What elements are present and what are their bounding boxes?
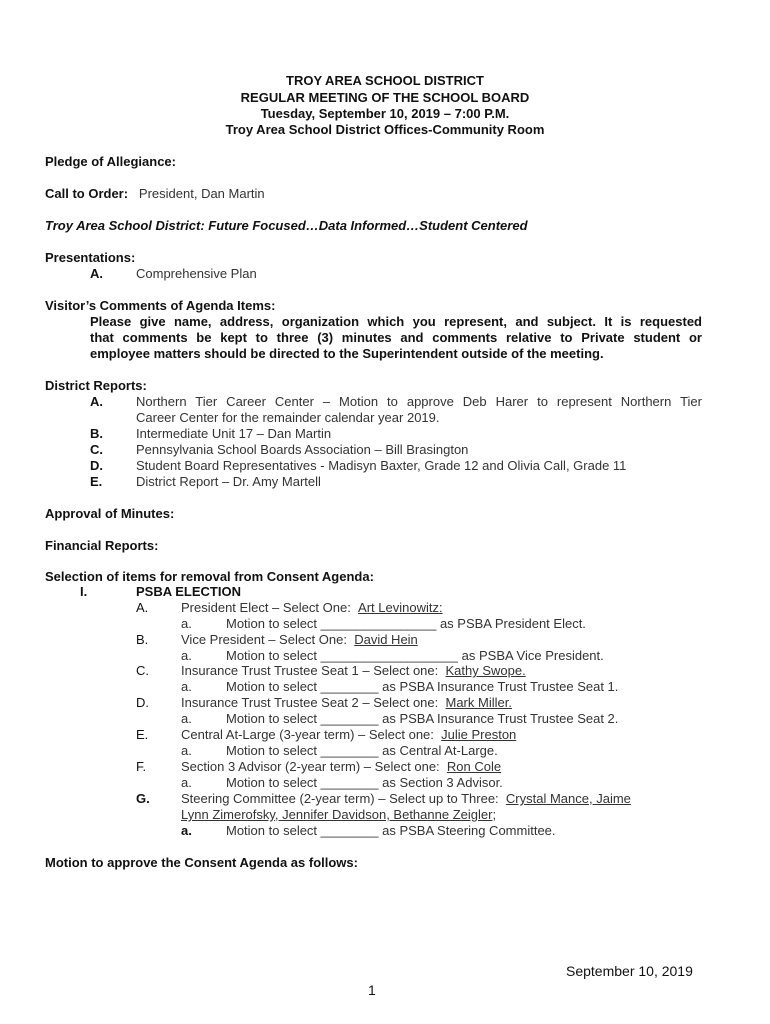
motion-letter: a. xyxy=(181,823,192,838)
motion-text: Motion to select ________ as PSBA Steering Committee. xyxy=(226,823,556,838)
election-position: Central At-Large (3-year term) – Select one: xyxy=(181,727,434,742)
financial-reports-heading: Financial Reports: xyxy=(45,538,159,553)
election-position: Insurance Trust Trustee Seat 2 – Select one: xyxy=(181,695,439,710)
election-item xyxy=(181,600,443,616)
motion-text: Motion to select ___________________ as PSBA Vice President. xyxy=(226,648,604,663)
page-number: 1 xyxy=(368,982,376,998)
motion-letter: a. xyxy=(181,743,192,758)
election-item xyxy=(181,791,631,807)
motion-consent-heading: Motion to approve the Consent Agenda as follows: xyxy=(45,855,358,870)
call-to-order xyxy=(45,186,265,202)
visitors-text-line: employee matters should be directed to the Superintendent outside of the meeting. xyxy=(90,346,604,361)
election-position: President Elect – Select One: xyxy=(181,600,351,615)
approval-minutes-heading: Approval of Minutes: xyxy=(45,506,175,521)
report-letter: D. xyxy=(90,458,103,473)
election-position: Insurance Trust Trustee Seat 1 – Select one: xyxy=(181,663,439,678)
visitors-text-line: Please give name, address, organization which you represent, and subject. It is requested xyxy=(90,314,702,329)
psba-election-heading: PSBA ELECTION xyxy=(136,584,241,599)
presentation-letter: A. xyxy=(90,266,103,281)
district-motto: Troy Area School District: Future Focused…Data Informed…Student Centered xyxy=(45,218,528,233)
election-candidate: Julie Preston xyxy=(441,727,517,742)
election-candidate: Ron Cole xyxy=(446,759,502,774)
header-location: Troy Area School District Offices-Community Room xyxy=(225,122,545,137)
report-item: Student Board Representatives - Madisyn Baxter, Grade 12 and Olivia Call, Grade 11 xyxy=(136,458,627,473)
report-letter: A. xyxy=(90,394,103,409)
header-meeting: REGULAR MEETING OF THE SCHOOL BOARD xyxy=(240,90,530,105)
election-letter: F. xyxy=(136,759,147,774)
consent-roman: I. xyxy=(80,584,88,599)
election-candidate: David Hein xyxy=(354,632,418,647)
report-item: Pennsylvania School Boards Association – Bill Brasington xyxy=(136,442,469,457)
election-letter: G. xyxy=(136,791,150,806)
election-candidate: Kathy Swope. xyxy=(445,663,526,678)
motion-text: Motion to select ________ as PSBA Insurance Trust Trustee Seat 1. xyxy=(226,679,619,694)
pledge-heading: Pledge of Allegiance: xyxy=(45,154,176,169)
report-item: Northern Tier Career Center – Motion to approve Deb Harer to represent Northern Tier xyxy=(136,394,702,409)
report-item: Intermediate Unit 17 – Dan Martin xyxy=(136,426,332,441)
visitors-text-line: that comments be kept to three (3) minutes and comments relative to Private student or xyxy=(90,330,702,345)
visitors-heading: Visitor’s Comments of Agenda Items: xyxy=(45,298,276,313)
election-letter: B. xyxy=(136,632,149,647)
report-letter: C. xyxy=(90,442,103,457)
election-position: Section 3 Advisor (2-year term) – Select one: xyxy=(181,759,440,774)
report-item: District Report – Dr. Amy Martell xyxy=(136,474,321,489)
election-candidate-cont xyxy=(181,807,496,823)
presentations-heading: Presentations: xyxy=(45,250,136,265)
election-position: Steering Committee (2-year term) – Select up to Three: xyxy=(181,791,499,806)
header-date: Tuesday, September 10, 2019 – 7:00 P.M. xyxy=(260,106,510,121)
consent-heading: Selection of items for removal from Consent Agenda: xyxy=(45,569,374,584)
election-letter: D. xyxy=(136,695,149,710)
election-letter: C. xyxy=(136,663,149,678)
election-candidate: Art Levinowitz: xyxy=(358,600,443,615)
call-to-order-value: President, Dan Martin xyxy=(138,186,265,201)
header-district: TROY AREA SCHOOL DISTRICT xyxy=(286,73,484,88)
report-item-cont: Career Center for the remainder calendar year 2019. xyxy=(136,410,440,425)
candidate-punctuation: ; xyxy=(492,807,497,822)
call-to-order-label: Call to Order: xyxy=(45,186,129,201)
election-item xyxy=(181,727,516,743)
election-item xyxy=(181,663,526,679)
election-item xyxy=(181,695,512,711)
motion-letter: a. xyxy=(181,616,192,631)
report-letter: E. xyxy=(90,474,103,489)
election-item xyxy=(181,632,418,648)
election-item xyxy=(181,759,501,775)
footer-date: September 10, 2019 xyxy=(566,963,693,979)
election-candidate: Crystal Mance, Jaime xyxy=(505,791,631,806)
election-candidate: Lynn Zimerofsky, Jennifer Davidson, Bethanne Zeigler xyxy=(181,807,493,822)
election-position: Vice President – Select One: xyxy=(181,632,347,647)
motion-text: Motion to select ________ as PSBA Insurance Trust Trustee Seat 2. xyxy=(226,711,619,726)
election-letter: E. xyxy=(136,727,149,742)
election-letter: A. xyxy=(136,600,149,615)
motion-text: Motion to select ________ as Central At-Large. xyxy=(226,743,498,758)
motion-letter: a. xyxy=(181,711,192,726)
motion-letter: a. xyxy=(181,679,192,694)
motion-text: Motion to select ________ as Section 3 Advisor. xyxy=(226,775,503,790)
motion-letter: a. xyxy=(181,648,192,663)
election-candidate: Mark Miller. xyxy=(445,695,512,710)
motion-text: Motion to select ________________ as PSBA President Elect. xyxy=(226,616,586,631)
report-letter: B. xyxy=(90,426,103,441)
presentation-item: Comprehensive Plan xyxy=(136,266,257,281)
district-reports-heading: District Reports: xyxy=(45,378,147,393)
motion-letter: a. xyxy=(181,775,192,790)
